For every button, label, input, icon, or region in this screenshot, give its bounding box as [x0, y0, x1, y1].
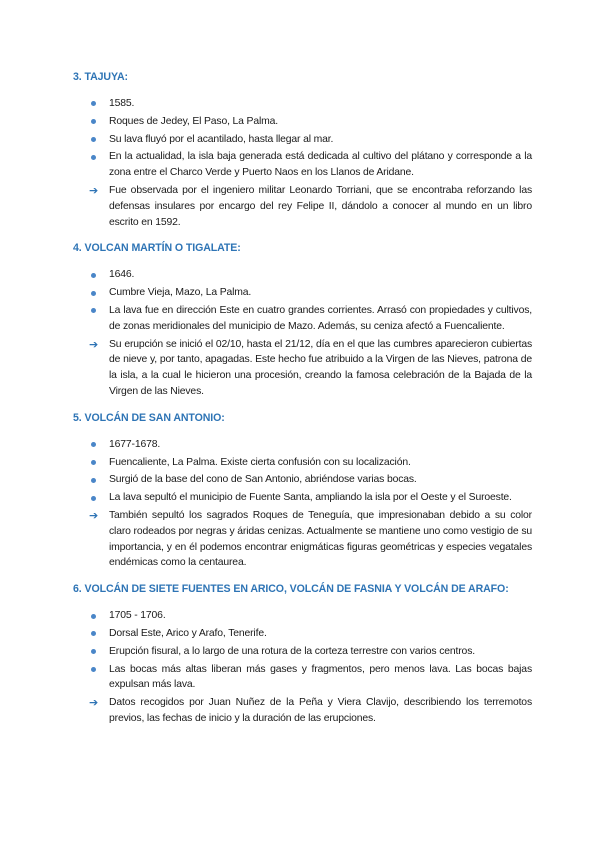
item-list: [73, 267, 532, 399]
arrow-right-icon: [89, 183, 103, 199]
arrow-right-icon: [89, 508, 103, 524]
arrow-glyph: ➔: [89, 183, 99, 197]
bullet-dot: [91, 614, 96, 619]
bullet-dot: [91, 667, 96, 672]
note-item: [89, 337, 532, 400]
section-heading: 4. VOLCAN MARTÍN O TIGALATE:: [73, 242, 241, 255]
arrow-glyph: ➔: [89, 508, 99, 522]
item-list: [73, 96, 532, 230]
bullet-dot: [91, 137, 96, 142]
bullet-dot-icon: [89, 149, 103, 165]
section-heading: 3. TAJUYA:: [73, 71, 128, 83]
bullet-dot-icon: [89, 303, 103, 319]
bullet-dot-icon: [89, 267, 103, 283]
bullet-dot: [91, 460, 96, 465]
list-item: [89, 437, 532, 453]
bullet-dot: [91, 496, 96, 501]
bullet-dot-icon: [89, 490, 103, 506]
item-text: 1646.: [109, 269, 135, 281]
item-text: En la actualidad, la isla baja generada está dedicada al cultivo del plátano y corresponde a la zona entre el Charco Verde y Puerto Naos en los Llanos de Aridane.: [109, 151, 532, 179]
bullet-dot-icon: [89, 608, 103, 624]
bullet-dot-icon: [89, 437, 103, 453]
list-item: [89, 132, 532, 148]
item-text: Su lava fluyó por el acantilado, hasta llegar al mar.: [109, 133, 334, 145]
bullet-dot: [91, 478, 96, 483]
list-item: [89, 303, 532, 335]
section-6: [73, 583, 532, 727]
item-text: Erupción fisural, a lo largo de una rotura de la corteza terrestre con varios centros.: [109, 645, 475, 657]
bullet-dot: [91, 308, 96, 313]
item-text: Dorsal Este, Arico y Arafo, Tenerife.: [109, 627, 267, 639]
list-item: [89, 149, 532, 181]
item-text: Fuencaliente, La Palma. Existe cierta confusión con su localización.: [109, 456, 411, 468]
list-item: [89, 96, 532, 112]
arrow-right-icon: [89, 695, 103, 711]
section-heading: 6. VOLCÁN DE SIETE FUENTES EN ARICO, VOLCÁN DE FASNIA Y VOLCÁN DE ARAFO:: [73, 583, 509, 596]
bullet-dot: [91, 101, 96, 106]
bullet-dot-icon: [89, 662, 103, 678]
list-item: [89, 626, 532, 642]
item-text: 1585.: [109, 98, 135, 109]
bullet-dot-icon: [89, 626, 103, 642]
item-text: Datos recogidos por Juan Nuñez de la Peña y Viera Clavijo, describiendo los terremotos previos, las fechas de inicio y la duración de las erupciones.: [109, 697, 532, 724]
section-3: [73, 71, 532, 230]
item-text: 1677-1678.: [109, 438, 161, 450]
list-item: [89, 608, 532, 624]
bullet-dot-icon: [89, 132, 103, 148]
item-text: 1705 - 1706.: [109, 610, 166, 622]
note-item: [89, 695, 532, 727]
list-item: [89, 644, 532, 660]
bullet-dot-icon: [89, 285, 103, 301]
item-text: Roques de Jedey, El Paso, La Palma.: [109, 115, 278, 127]
bullet-dot-icon: [89, 644, 103, 660]
arrow-right-icon: [89, 337, 103, 353]
arrow-glyph: ➔: [89, 337, 99, 351]
bullet-dot: [91, 631, 96, 636]
item-text: La lava fue en dirección Este en cuatro grandes corrientes. Arrasó con propiedades y cultivos, de zonas meridionales del municipio de Mazo. Además, su ceniza afectó a Fuencaliente.: [109, 304, 532, 332]
item-text: La lava sepultó el municipio de Fuente Santa, ampliando la isla por el Oeste y el Suroeste.: [109, 492, 512, 504]
arrow-glyph: ➔: [89, 696, 99, 710]
item-text: Surgió de la base del cono de San Antonio, abriéndose varias bocas.: [109, 474, 417, 486]
item-text: Fue observada por el ingeniero militar Leonardo Torriani, que se encontraba reforzando las defensas insulares por encargo del rey Felipe II, dándolo a conocer al mundo en un libro escrito en 1592.: [109, 184, 532, 228]
list-item: [89, 490, 532, 506]
bullet-dot-icon: [89, 472, 103, 488]
section-heading: 5. VOLCÁN DE SAN ANTONIO:: [73, 411, 225, 424]
list-item: [89, 662, 532, 694]
bullet-dot: [91, 273, 96, 278]
note-item: [89, 183, 532, 230]
list-item: [89, 455, 532, 471]
note-item: [89, 508, 532, 571]
bullet-dot-icon: [89, 455, 103, 471]
item-text: También sepultó los sagrados Roques de Teneguía, que impresionaban debido a su color claro rodeados por negras y áridas cenizas. Actualmente se mantiene uno como vestigio de su importancia, y en él podemos encontrar enigmáticas figuras geométricas y especies vegatales endémicas como la centaurea.: [109, 509, 532, 569]
bullet-dot: [91, 291, 96, 296]
bullet-dot: [91, 119, 96, 124]
list-item: [89, 114, 532, 130]
item-list: [73, 608, 532, 727]
bullet-dot: [91, 442, 96, 447]
item-text: Las bocas más altas liberan más gases y fragmentos, pero menos lava. Las bocas bajas expulsan más lava.: [109, 663, 532, 691]
item-list: [73, 437, 532, 571]
bullet-dot: [91, 155, 96, 160]
list-item: [89, 285, 532, 301]
list-item: [89, 472, 532, 488]
item-text: Cumbre Vieja, Mazo, La Palma.: [109, 287, 252, 299]
bullet-dot: [91, 649, 96, 654]
bullet-dot-icon: [89, 114, 103, 130]
item-text: Su erupción se inició el 02/10, hasta el 21/12, día en el que las cumbres aparecieron cubiertas de nieve y, por tanto, apagadas. Este hecho fue atribuido a la Virgen de las Nieves, patrona de la isla, a la cual le hicieron una procesión, creando la famosa celebración de la Bajada de la Virgen de las Nieves.: [109, 338, 532, 397]
section-5: [73, 412, 532, 571]
bullet-dot-icon: [89, 96, 103, 112]
section-4: [73, 242, 532, 399]
list-item: [89, 267, 532, 283]
